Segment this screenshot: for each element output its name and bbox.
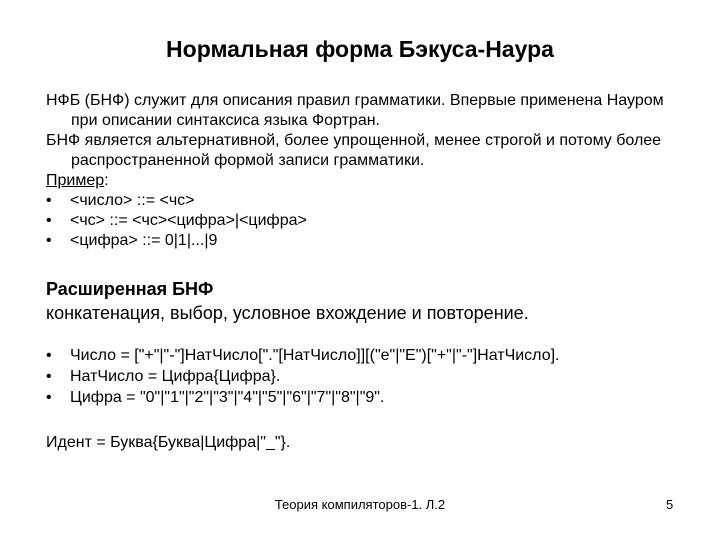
bnf-intro-paragraph: НФБ (БНФ) служит для описания правил грамматики. Впервые применена Науром при описании синтаксиса языка Фортран. <box>46 92 664 129</box>
example-colon: : <box>104 172 109 189</box>
bullet-icon: • <box>46 347 52 364</box>
bnf-rules-list <box>46 191 686 251</box>
ident-rule: Идент = Буква{Буква|Цифра|"_"}. <box>46 434 291 451</box>
bnf-description-paragraph: БНФ является альтернативной, более упрощенной, менее строгой и потому более распространенной формой записи грамматики. <box>46 132 662 169</box>
ebnf-rule-natnumber: НатЧисло = Цифра{Цифра}. <box>70 368 281 385</box>
bnf-rule-digit-seq: <чс> ::= <чс><цифра>|<цифра> <box>70 212 307 229</box>
bullet-icon: • <box>46 192 52 209</box>
page-number: 5 <box>666 497 674 512</box>
list-item <box>46 387 696 408</box>
ebnf-rule-digit: Цифра = "0"|"1"|"2"|"3"|"4"|"5"|"6"|"7"|"8"|"9". <box>70 389 385 406</box>
bullet-icon: • <box>46 368 52 385</box>
slide-title: Нормальная форма Бэкуса-Наура <box>166 36 554 62</box>
bnf-rule-digit: <цифра> ::= 0|1|...|9 <box>70 232 218 249</box>
list-item <box>46 191 686 211</box>
slide-footer: Теория компиляторов-1. Л.2 <box>274 497 446 512</box>
bullet-icon: • <box>46 212 52 229</box>
list-item <box>46 366 696 387</box>
bullet-icon: • <box>46 389 52 406</box>
ebnf-rules-list <box>46 345 696 408</box>
bnf-rule-number: <число> ::= <чс> <box>70 192 195 209</box>
bnf-section <box>46 91 686 251</box>
list-item <box>46 231 686 251</box>
example-line <box>46 171 686 191</box>
list-item <box>46 345 696 366</box>
ebnf-subtitle: конкатенация, выбор, условное вхождение и повторение. <box>46 303 529 323</box>
example-label: Пример <box>46 172 105 189</box>
list-item <box>46 211 686 231</box>
ebnf-heading: Расширенная БНФ <box>46 279 214 299</box>
bullet-icon: • <box>46 232 52 249</box>
ebnf-rule-number: Число = ["+"|"-"]НатЧисло["."[НатЧисло]][("e"|"E")["+"|"-"]НатЧисло]. <box>70 347 560 364</box>
